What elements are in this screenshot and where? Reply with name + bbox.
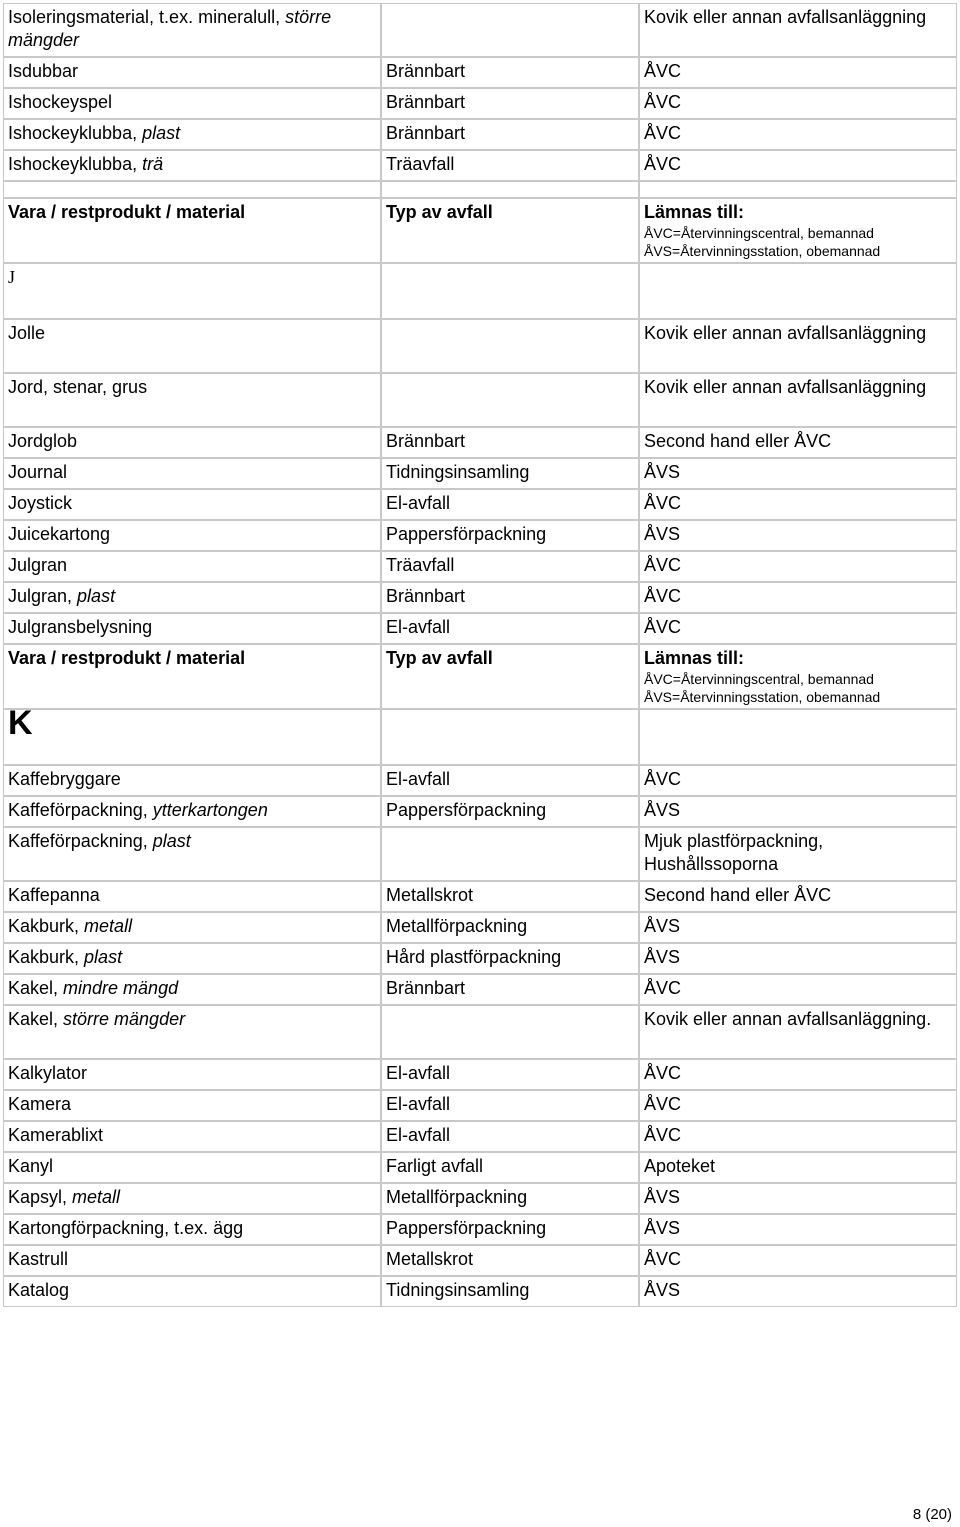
table-row	[3, 1152, 957, 1183]
section-letter-row	[3, 709, 957, 765]
waste-type-cell: Pappersförpackning	[381, 796, 639, 827]
table-row	[3, 765, 957, 796]
item-cell	[3, 520, 381, 551]
item-name: Julgran	[8, 555, 68, 575]
destination-cell: ÅVC	[639, 1090, 957, 1121]
table-row	[3, 912, 957, 943]
item-cell	[3, 551, 381, 582]
column-header-row	[3, 644, 957, 709]
item-name: Kapsyl,	[8, 1187, 73, 1207]
item-name: Kakburk,	[8, 947, 85, 967]
destination-cell: ÅVS	[639, 943, 957, 974]
item-cell	[3, 912, 381, 943]
waste-type-cell: El-avfall	[381, 1059, 639, 1090]
item-cell	[3, 1276, 381, 1307]
page-number: 8 (20)	[912, 1506, 952, 1523]
item-qualifier: metall	[72, 1187, 121, 1207]
empty-cell	[639, 709, 957, 765]
item-cell	[3, 1214, 381, 1245]
item-name: Ishockeyspel	[8, 92, 113, 112]
waste-type-cell: Brännbart	[381, 57, 639, 88]
item-name: Kakel,	[8, 978, 64, 998]
waste-type-cell: El-avfall	[381, 489, 639, 520]
waste-type-cell: Träavfall	[381, 551, 639, 582]
waste-type-cell: Pappersförpackning	[381, 1214, 639, 1245]
item-cell	[3, 3, 381, 57]
destination-cell: Kovik eller annan avfallsanläggning	[639, 3, 957, 57]
item-name: Kalkylator	[8, 1063, 88, 1083]
table-row	[3, 3, 957, 57]
table-row	[3, 427, 957, 458]
table-row	[3, 974, 957, 1005]
waste-type-cell: Brännbart	[381, 582, 639, 613]
table-row	[3, 57, 957, 88]
destination-cell: ÅVC	[639, 765, 957, 796]
item-name: Jolle	[8, 323, 46, 343]
item-name: Julgransbelysning	[8, 617, 153, 637]
item-qualifier: plast	[84, 947, 123, 967]
waste-type-cell: El-avfall	[381, 765, 639, 796]
header-item: Vara / restprodukt / material	[3, 198, 381, 263]
legend-avc: ÅVC=Återvinningscentral, bemannad	[644, 225, 874, 241]
waste-type-cell: El-avfall	[381, 1121, 639, 1152]
destination-cell: ÅVC	[639, 489, 957, 520]
item-name: Kastrull	[8, 1249, 69, 1269]
section-letter: K	[3, 709, 381, 765]
destination-cell: Kovik eller annan avfallsanläggning.	[639, 1005, 957, 1059]
destination-cell: Kovik eller annan avfallsanläggning	[639, 319, 957, 373]
empty-cell	[381, 709, 639, 765]
item-qualifier: ytterkartongen	[152, 800, 268, 820]
table-row	[3, 943, 957, 974]
item-name: Kaffeförpackning,	[8, 831, 153, 851]
item-cell	[3, 150, 381, 181]
destination-cell: ÅVS	[639, 796, 957, 827]
item-name: Julgran,	[8, 586, 78, 606]
waste-type-cell: Metallförpackning	[381, 1183, 639, 1214]
destination-cell: ÅVC	[639, 1121, 957, 1152]
destination-cell: Second hand eller ÅVC	[639, 881, 957, 912]
column-header-row	[3, 198, 957, 263]
item-name: Isoleringsmaterial, t.ex. mineralull,	[8, 7, 286, 27]
destination-cell: ÅVS	[639, 1183, 957, 1214]
item-name: Kakel,	[8, 1009, 64, 1029]
section-letter: J	[3, 263, 381, 319]
destination-cell: ÅVC	[639, 551, 957, 582]
destination-cell: ÅVC	[639, 119, 957, 150]
item-cell	[3, 974, 381, 1005]
destination-cell: Apoteket	[639, 1152, 957, 1183]
table-row	[3, 150, 957, 181]
waste-type-cell: Farligt avfall	[381, 1152, 639, 1183]
item-cell	[3, 458, 381, 489]
item-cell	[3, 373, 381, 427]
waste-type-cell: Metallförpackning	[381, 912, 639, 943]
table-row	[3, 520, 957, 551]
empty-cell	[639, 181, 957, 198]
table-row	[3, 1121, 957, 1152]
waste-type-cell	[381, 319, 639, 373]
item-qualifier: mindre mängd	[63, 978, 179, 998]
destination-cell: ÅVC	[639, 1059, 957, 1090]
waste-type-cell: Brännbart	[381, 119, 639, 150]
destination-cell: ÅVS	[639, 912, 957, 943]
item-name: Katalog	[8, 1280, 70, 1300]
header-destination-title: Lämnas till:	[644, 202, 745, 222]
item-qualifier: metall	[84, 916, 133, 936]
waste-type-cell: El-avfall	[381, 613, 639, 644]
waste-type-cell: Brännbart	[381, 427, 639, 458]
table-row	[3, 827, 957, 881]
item-name: Kamerablixt	[8, 1125, 104, 1145]
table-row	[3, 582, 957, 613]
destination-cell: ÅVS	[639, 520, 957, 551]
legend-avs: ÅVS=Återvinningsstation, obemannad	[644, 689, 881, 705]
item-name: Joystick	[8, 493, 73, 513]
table-row	[3, 319, 957, 373]
destination-cell: ÅVC	[639, 150, 957, 181]
item-cell	[3, 119, 381, 150]
item-cell	[3, 1152, 381, 1183]
waste-type-cell	[381, 827, 639, 881]
destination-cell: Second hand eller ÅVC	[639, 427, 957, 458]
header-destination	[639, 644, 957, 709]
table-row	[3, 1214, 957, 1245]
table-row	[3, 551, 957, 582]
item-name: Kartongförpackning, t.ex. ägg	[8, 1218, 244, 1238]
destination-cell: ÅVC	[639, 613, 957, 644]
item-name: Jord, stenar, grus	[8, 377, 148, 397]
item-name: Kamera	[8, 1094, 72, 1114]
item-cell	[3, 1090, 381, 1121]
waste-sorting-table	[3, 3, 957, 1307]
header-waste-type: Typ av avfall	[381, 644, 639, 709]
table-row	[3, 613, 957, 644]
table-row	[3, 1183, 957, 1214]
empty-cell	[639, 263, 957, 319]
table-row	[3, 458, 957, 489]
waste-type-cell	[381, 1005, 639, 1059]
item-cell	[3, 1183, 381, 1214]
item-qualifier: plast	[152, 831, 191, 851]
waste-type-cell: El-avfall	[381, 1090, 639, 1121]
table-row	[3, 881, 957, 912]
legend-avs: ÅVS=Återvinningsstation, obemannad	[644, 243, 881, 259]
destination-cell: ÅVC	[639, 57, 957, 88]
destination-cell: ÅVS	[639, 458, 957, 489]
item-cell	[3, 1121, 381, 1152]
waste-type-cell: Metallskrot	[381, 881, 639, 912]
item-cell	[3, 88, 381, 119]
item-cell	[3, 796, 381, 827]
destination-cell: ÅVC	[639, 1245, 957, 1276]
table-row	[3, 373, 957, 427]
item-name: Kanyl	[8, 1156, 54, 1176]
waste-type-cell: Pappersförpackning	[381, 520, 639, 551]
destination-cell: ÅVC	[639, 974, 957, 1005]
item-cell	[3, 827, 381, 881]
table-row	[3, 1059, 957, 1090]
table-row	[3, 489, 957, 520]
waste-type-cell: Tidningsinsamling	[381, 1276, 639, 1307]
item-name: Ishockeyklubba,	[8, 123, 143, 143]
destination-cell: ÅVC	[639, 88, 957, 119]
item-qualifier: plast	[77, 586, 116, 606]
item-cell	[3, 881, 381, 912]
spacer-row	[3, 181, 957, 198]
item-cell	[3, 582, 381, 613]
item-name: Kaffepanna	[8, 885, 100, 905]
table-row	[3, 1005, 957, 1059]
destination-cell: Mjuk plastförpackning, Hushållssoporna	[639, 827, 957, 881]
item-cell	[3, 943, 381, 974]
item-qualifier: plast	[142, 123, 181, 143]
header-destination	[639, 198, 957, 263]
empty-cell	[381, 181, 639, 198]
item-name: Kakburk,	[8, 916, 85, 936]
destination-cell: ÅVS	[639, 1214, 957, 1245]
waste-type-cell: Metallskrot	[381, 1245, 639, 1276]
table-body	[3, 3, 957, 1307]
item-name: Kaffeförpackning,	[8, 800, 153, 820]
waste-type-cell	[381, 373, 639, 427]
empty-cell	[381, 263, 639, 319]
item-qualifier: större mängder	[8, 7, 332, 50]
header-destination-title: Lämnas till:	[644, 648, 745, 668]
item-cell	[3, 427, 381, 458]
item-qualifier: större mängder	[63, 1009, 186, 1029]
item-name: Journal	[8, 462, 68, 482]
empty-cell	[3, 181, 381, 198]
destination-cell: ÅVS	[639, 1276, 957, 1307]
table-row	[3, 119, 957, 150]
item-name: Juicekartong	[8, 524, 111, 544]
item-cell	[3, 1245, 381, 1276]
table-row	[3, 796, 957, 827]
item-cell	[3, 1059, 381, 1090]
table-row	[3, 1090, 957, 1121]
section-letter-row	[3, 263, 957, 319]
table-row	[3, 1276, 957, 1307]
item-name: Isdubbar	[8, 61, 79, 81]
item-cell	[3, 489, 381, 520]
item-name: Kaffebryggare	[8, 769, 121, 789]
waste-type-cell: Brännbart	[381, 974, 639, 1005]
legend-avc: ÅVC=Återvinningscentral, bemannad	[644, 671, 874, 687]
header-waste-type: Typ av avfall	[381, 198, 639, 263]
item-name: Ishockeyklubba,	[8, 154, 143, 174]
header-item: Vara / restprodukt / material	[3, 644, 381, 709]
waste-type-cell: Tidningsinsamling	[381, 458, 639, 489]
waste-type-cell: Hård plastförpackning	[381, 943, 639, 974]
item-qualifier: trä	[142, 154, 164, 174]
destination-cell: Kovik eller annan avfallsanläggning	[639, 373, 957, 427]
waste-type-cell	[381, 3, 639, 57]
destination-cell: ÅVC	[639, 582, 957, 613]
table-row	[3, 1245, 957, 1276]
item-cell	[3, 765, 381, 796]
item-name: Jordglob	[8, 431, 78, 451]
table-row	[3, 88, 957, 119]
item-cell	[3, 57, 381, 88]
waste-type-cell: Brännbart	[381, 88, 639, 119]
document-page	[3, 3, 957, 1307]
item-cell	[3, 613, 381, 644]
item-cell	[3, 1005, 381, 1059]
waste-type-cell: Träavfall	[381, 150, 639, 181]
item-cell	[3, 319, 381, 373]
